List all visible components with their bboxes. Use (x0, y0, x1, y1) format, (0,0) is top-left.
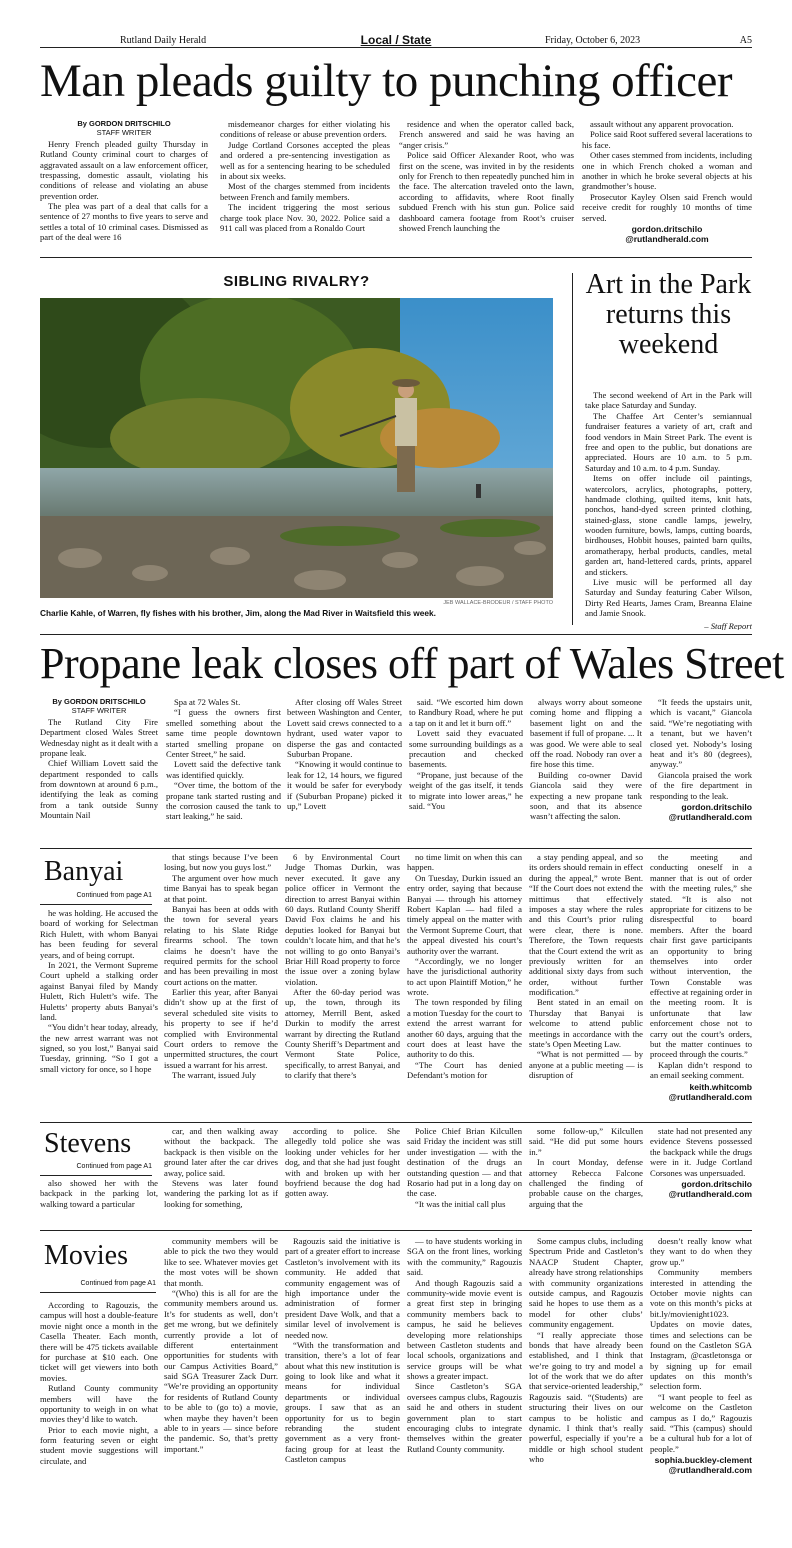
paragraph: said. “We escorted him down to Randbury Road, where he put a tap on it and let it burn off.” (409, 697, 523, 728)
jump-headline: Banyai (44, 856, 124, 887)
signoff: – Staff Report (704, 620, 752, 630)
paragraph: Giancola praised the work of the fire department in responding to the leak. (650, 769, 752, 801)
author-email: sophia.buckley-clement @rutlandherald.com (654, 1455, 752, 1476)
paragraph: Items on offer include oil paintings, watercolors, acrylics, photographs, pottery, handmade clothing, quilted items, knit hats, ponchos, hand-dyed screen printed clothing, stained-glass, stone candle lamps, jewelry, wooden furniture, bowls, lamps, cutting boards, birdhouses, Hobbit houses, painted barn quilts, aromatherapy, herbal products, candles, metal garden art, hand-lettered cards, prints, apparel and stickers. (585, 473, 752, 577)
column-text (40, 908, 158, 1074)
continued-line: Continued from page A1 (80, 1280, 156, 1287)
paragraph: community members will be able to pick the two they would like to see. Whatever movies get the most votes will be shown that month. (164, 1236, 278, 1288)
paragraph: misdemeanor charges for either violating his conditions of release or abuse prevention orders. (220, 119, 390, 140)
paragraph: doesn’t really know what they want to do when they grow up.” (650, 1236, 752, 1267)
sidebar-text (585, 390, 752, 630)
paragraph: “I guess the owners first smelled something about the same time people downtown started smelling propane on Center Street,” he said. (166, 707, 281, 759)
paragraph: car, and then walking away without the backpack. The backpack is then visible on the ground later after the car drives away, police said. (164, 1126, 278, 1178)
paragraph: “I really appreciate those bonds that have already been established, and I think that we’re going to try and model a lot of the work that we do after that service-oriented leadership,” Ragouzis said. “(Students) are structuring their lives on our campus to be holistic and dynamic. I think that’s really powerful, especially if you’re a middle or high school student who (529, 1329, 643, 1465)
photo-caption: Charlie Kahle, of Warren, fly fishes with his brother, Jim, along the Mad River in Waitsfield this week. (40, 608, 436, 618)
story-column (582, 119, 752, 279)
paragraph: residence and when the operator called back, French answered and said he was having an “anger crisis.” (399, 119, 574, 150)
paragraph: In court Monday, defense attorney Rebecca Falcone challenged the finding of probable cause on the charges, arguing that the (529, 1157, 643, 1209)
column-text (164, 852, 278, 1081)
paragraph: the meeting and conducting oneself in a manner that is out of order with the meeting rules,” she stated. “It is also not appropriate for citizens to be disrespectful to board members. After the board chair first gave participants an opportunity to bring themselves into order without intervention, the Town Constable was effective at regaining order in the meeting room. It is unfortunate that law enforcement chose not to carry out the court’s orders, but the matter continues to proceed through the courts.” (650, 852, 752, 1060)
column-text (650, 1236, 752, 1454)
author-email: gordon.dritschilo @rutlandherald.com (668, 801, 752, 823)
paragraph: Lovett said they evacuated some surrounding buildings as a precaution and checked basements. (409, 728, 523, 770)
jump-headline: Stevens (44, 1128, 132, 1159)
paragraph: a stay pending appeal, and so its orders should remain in effect during the appeal,” wrote Bent. “If the Court does not extend the mittimus that effectively imposes a stay where the rules and this Court’s prior ruling were clear, there is none. Therefore, the Town requests that the Court extend the writ as previously written for an additional sixty days from such order, without further modification.” (529, 852, 643, 998)
divider (40, 904, 152, 905)
story-column (285, 852, 400, 1120)
paragraph: In 2021, the Vermont Supreme Court upheld a stalking order against Banyai filed by Mandy Hulett, Rich Hulett’s wife. The Huletts’ property abuts Banyai’s land. (40, 959, 158, 1022)
sidebar-headline: Art in the Park returns this weekend (585, 269, 752, 360)
divider (40, 1122, 752, 1123)
divider (40, 257, 752, 258)
paragraph: Police Chief Brian Kilcullen said Friday the incident was still under investigation — with the destination of the drugs an outstanding question — and that Rosario had put in a long day on the case. (407, 1126, 522, 1199)
paragraph: Live music will be performed all day Saturday and Sunday featuring Caber Wilson, Dirty Red Hearts, James Cram, Breanna Elaine and Jamie Snook. (585, 577, 752, 619)
column-text (650, 1126, 752, 1178)
column-text (285, 1236, 400, 1465)
column-text (529, 1236, 643, 1465)
paragraph: The town responded by filing a motion Tuesday for the court to extend the arrest warrant for another 60 days, arguing that the court does at least have the authority to do this. (407, 997, 522, 1060)
column-text (40, 1300, 158, 1466)
story-column (220, 119, 390, 279)
divider (40, 1175, 152, 1176)
column-text (650, 852, 752, 1081)
paragraph: always worry about someone coming home and flipping a basement light on and the basement if full of propane. ... It was good. We were able to seal off the road. Nobody ran over a fire hose this time. (530, 697, 642, 770)
story-column (287, 697, 402, 845)
paragraph: “Accordingly, we no longer have the jurisdictional authority to act upon Plaintiff Motion,” he wrote. (407, 955, 522, 998)
story-column (407, 852, 522, 1120)
paragraph: Stevens was later found wandering the parking lot as if looking for something, (164, 1177, 278, 1209)
story-column (40, 1300, 158, 1528)
column-text (40, 139, 208, 243)
paragraph: Prior to each movie night, a form featuring seven or eight student movie suggestions will circulate, and (40, 1424, 158, 1466)
column-text (287, 697, 402, 811)
paragraph: The Rutland City Fire Department closed Wales Street Wednesday night as it dealt with a propane leak. (40, 716, 158, 758)
paragraph: The argument over how much time Banyai has to speak began at that point. (164, 872, 278, 904)
divider (572, 273, 573, 625)
column-text (530, 697, 642, 822)
divider (40, 47, 752, 48)
paragraph: Some campus clubs, including Spectrum Pride and Castleton’s NAACP Student Chapter, already have strong relationships with community organizations outside campus, and Ragouzis said he hopes to use them as a model for other clubs’ community engagement. (529, 1236, 643, 1330)
paragraph: he was holding. He accused the board of working for Selectman Rich Hulett, with whom Banyai has been feuding for several years, and of being corrupt. (40, 908, 158, 960)
story-column (529, 852, 643, 1120)
story-headline: Propane leak closes off part of Wales Street (40, 639, 784, 688)
paragraph: also showed her with the backpack in the parking lot, walking toward a particular (40, 1178, 158, 1209)
paragraph: assault without any apparent provocation. (590, 119, 734, 129)
paragraph: After the 60-day period was up, the town, through its attorney, Merrill Bent, asked Durkin to modify the arrest warrant by directing the Rutland County Sheriff’s Department and Vermont State Police, specifically, to arrest Banyai, and to clarify that there’s (285, 987, 400, 1081)
paragraph: According to Ragouzis, the campus will host a double-feature movie night once a month in the Casella Theater. Each month, there will be 475 tickets available for purchase at $10 each. One ticket will get viewers into both movies. (40, 1300, 158, 1383)
story-column (529, 1126, 643, 1226)
page-number: A5 (739, 35, 752, 46)
paragraph: The warrant, issued July (172, 1070, 257, 1081)
column-text (166, 697, 281, 822)
story-column (40, 697, 158, 845)
distant-angler (476, 484, 481, 498)
story-column (650, 1236, 752, 1528)
author-email: keith.whitcomb @rutlandherald.com (668, 1081, 752, 1102)
paragraph: The Chaffee Art Center’s semiannual fundraiser features a variety of art, craft and food vendors in Main Street Park. The event is free and open to the public, but donations are appreciated. Hours are 10 a.m. to 5 p.m. Saturday and 10 a.m. to 4 p.m. Sunday. (585, 410, 752, 473)
paragraph: Police said Root suffered several lacerations to his face. (582, 129, 752, 150)
issue-date: Friday, October 6, 2023 (545, 35, 641, 46)
divider (40, 1292, 156, 1293)
byline: By GORDON DRITSCHILO STAFF WRITER (52, 697, 146, 716)
author-email: gordon.dritschilo @rutlandherald.com (625, 223, 709, 245)
column-text (407, 1236, 522, 1454)
paragraph: The incident triggering the most serious charge took place Nov. 30, 2022. Police said a 911 call was placed from a Ronaldo Court (220, 202, 390, 233)
column-text (40, 717, 158, 821)
column-text (409, 697, 523, 811)
column-text (40, 1178, 158, 1209)
photo-credit: JEB WALLACE-BRODEUR / STAFF PHOTO (443, 600, 553, 606)
story-column (650, 852, 752, 1120)
section-name: Local / State (360, 33, 432, 47)
paragraph: “Over time, the bottom of the propane tank started rusting and the corrosion caused the tank to start leaking,” he said. (166, 780, 281, 822)
paragraph: “Propane, just because of the weight of the gas itself, it tends to migrate into lower areas,” he said. “You (409, 769, 523, 811)
story-column (407, 1236, 522, 1528)
paragraph: Spa at 72 Wales St. (174, 697, 241, 707)
divider (40, 848, 752, 849)
column-text (650, 697, 752, 801)
column-text (164, 1236, 278, 1454)
paragraph: Banyai has been at odds with the town for several years relating to his Slate Ridge firearms school. The town claims he doesn’t have the required permits for the school and has been prevailing in most court actions on the matter. (164, 903, 278, 987)
paragraph: “It feeds the upstairs unit, which is vacant,” Giancola said. “We’re negotiating with a tenant, but we haven’t closed yet. Nobody’s losing heat and it’s 80 (degrees), anyway.” (650, 697, 752, 770)
paragraph: Most of the charges stemmed from incidents between French and family members. (220, 181, 390, 202)
paragraph: The second weekend of Art in the Park will take place Saturday and Sunday. (585, 390, 752, 411)
paragraph: “The Court has denied Defendant’s motion for (407, 1059, 522, 1081)
story-column (164, 852, 278, 1120)
story-column (529, 1236, 643, 1528)
paragraph: “With the transformation and transition, there’s a lot of fear about what this new institution is going to look like and what it means for individual departments or individual groups. I saw that as an opportunity for us to begin rebranding the student government as a very front-facing group for at least the Castleton campus (285, 1339, 400, 1465)
divider (40, 1230, 752, 1231)
jump-headline: Movies (44, 1240, 128, 1271)
story-column (40, 1178, 158, 1226)
photo-kicker: SIBLING RIVALRY? (223, 273, 370, 290)
author-email: gordon.dritschilo @rutlandherald.com (668, 1178, 752, 1200)
column-text (285, 852, 400, 1081)
paragraph: Ragouzis said the initiative is part of a greater effort to increase Castleton’s involvement with its community. He added that community engagement was of high importance under the administration of former president Dave Wolk, and that a similar level of involvement is needed now. (285, 1236, 400, 1340)
paper-name: Rutland Daily Herald (120, 35, 207, 46)
column-text (585, 390, 752, 619)
paragraph: Lovett said the defective tank was identified quickly. (166, 759, 281, 780)
paragraph: “Knowing it would continue to leak for 12, 14 hours, we figured it would be safer for everybody if (Suburban Propane) picked it up,” Lovett (287, 759, 402, 811)
story-column (166, 697, 281, 845)
paragraph: “What is not permitted — by anyone at a public meeting — is disruption of (529, 1049, 643, 1081)
paragraph: state had not presented any evidence Stevens possessed the backpack while the drugs were in it. Judge Cortland Corsones was unpersuaded. (650, 1126, 752, 1178)
paragraph: Police said Officer Alexander Root, who was first on the scene, was invited in by the residents only for French to then repeatedly punched him in the face. The altercation traveled onto the lawn, according to affidavits, where Root finally subdued French with his stun gun. Police said dashboard camera footage from Root’s cruiser showed French launching the (399, 150, 574, 233)
paragraph: “You didn’t hear today, already, the new arrest warrant was not signed, so you lost,” Banyai said Tuesday, grinning. “So I got a small victory for once, so I hope (40, 1022, 158, 1074)
paragraph: Rutland County community members will have the opportunity to weigh in on what movies they’d like to watch. (40, 1383, 158, 1425)
paragraph: Since Castleton’s SGA oversees campus clubs, Ragouzis said he and others in student government plan to start encouraging clubs to integrate themselves within the greater Rutland County community. (407, 1381, 522, 1454)
column-text (529, 852, 643, 1081)
story-column (530, 697, 642, 845)
column-text (582, 119, 752, 223)
column-text (399, 119, 574, 233)
paragraph: according to police. She allegedly told police she was looking under vehicles for her dog, and that she had just fought with and broken up with her boyfriend because the dog had gotten away. (285, 1126, 400, 1199)
paragraph: Building co-owner David Giancola said they were expecting a new propane tank soon, and that its absence wasn’t affecting the salon. (530, 769, 642, 822)
newspaper-page (40, 30, 784, 1530)
story-column (285, 1126, 400, 1226)
story-headline: Man pleads guilty to punching officer (40, 55, 733, 107)
paragraph: Bent stated in an email on Thursday that Banyai is welcome to attend public meetings in accordance with the state’s Open Meeting Law. (529, 997, 643, 1050)
paragraph: Judge Cortland Corsones accepted the pleas and ordered a pre-sentencing investigation as well as for a sentencing hearing to be scheduled in about six weeks. (220, 139, 390, 181)
paragraph: Prosecutor Kayley Olsen said French would receive credit for roughly 10 months of time served. (582, 191, 752, 223)
paragraph: On Tuesday, Durkin issued an entry order, saying that because Banyai — through his attorney Robert Kaplan — had filed a timely appeal on the matter with the Vermont Supreme Court, that the appeal divested his court’s authority over the warrant. (407, 872, 522, 956)
story-column (40, 908, 158, 1120)
column-text (164, 1126, 278, 1209)
paragraph: Chief William Lovett said the department responded to calls from downtown at around 6 p.m., identifying the leak as coming from a tank outside Sunny Mountain Nail (40, 758, 158, 821)
paragraph: Henry French pleaded guilty Thursday in Rutland County criminal court to charges of aggravated assault on a law enforcement officer, trespassing, domestic assault, violating his conditions of release and violating an abuse prevention order. (40, 138, 208, 201)
paragraph: 6 by Environmental Court Judge Thomas Durkin, was never executed. It gave any police officer in Vermont the direction to arrest Banyai within 60 days. Rutland County Sheriff David Fox claims he and his deputies looked for Banyai but couldn’t locate him, and that he’s not willing to go onto Banyai’s Briar Hill Road property to force the issue over a zoning bylaw violation. (285, 852, 400, 987)
running-head (40, 30, 752, 48)
paragraph: After closing off Wales Street between Washington and Center, Lovett said crews connected to a hydrant, used water vapor to disperse the gas and contacted Suburban Propane. (287, 697, 402, 759)
column-text (529, 1126, 643, 1209)
paragraph: The plea was part of a deal that calls for a sentence of 27 months to five years to serve and settles a total of 10 criminal cases. Dismissed as part of the deal were 16 (40, 201, 208, 243)
paragraph: “It was the initial call plus (415, 1198, 506, 1209)
story-column (164, 1236, 278, 1528)
story-column (407, 1126, 522, 1226)
column-text (407, 852, 522, 1081)
paragraph: Other cases stemmed from incidents, including one in which French choked a woman and another in which he broke several objects at his grandmother’s house. (582, 150, 752, 192)
story-column (409, 697, 523, 845)
paragraph: And though Ragouzis said a community-wide movie event is a great first step in bringing community members back to campus, he said he believes developing more relationships between Castleton students and local schools, organizations and service groups will be what shows a greater impact. (407, 1277, 522, 1382)
column-text (220, 119, 390, 233)
paragraph: “I want people to feel as welcome on the Castleton campus as I do,” Ragouzis said. “This (campus) should be a cultural hub for a lot of people.” (650, 1391, 752, 1454)
paragraph: — to have students working in SGA on the front lines, working with the community,” Ragouzis said. (407, 1236, 522, 1278)
continued-line: Continued from page A1 (76, 892, 152, 899)
paragraph: that stings because I’ve been losing, but now you guys lost.” (164, 852, 278, 873)
story-column (650, 697, 752, 845)
story-column (40, 119, 208, 279)
paragraph: some follow-up,” Kilcullen said. “He did put some hours in.” (529, 1126, 643, 1157)
story-column (164, 1126, 278, 1226)
byline: By GORDON DRITSCHILO STAFF WRITER (77, 119, 171, 138)
paragraph: Community members interested in attending the October movie nights can vote on this month’s picks at bit.ly/movienight1023. Updates on movie dates, times and selections can be found on the Castleton SGA Instagram, @castletonsga or by signing up for email updates on this month’s selection form. (650, 1267, 752, 1392)
paragraph: no time limit on when this can happen. (407, 852, 522, 873)
paragraph: Earlier this year, after Banyai didn’t show up at the first of several scheduled site visits to his property to see if he’d complied with Environmental Court orders to remove the unpermitted structures, the court issued a warrant for his arrest. (164, 987, 278, 1070)
paragraph: “(Who) this is all for are the community members around us. It’s for students as well, don’t get me wrong, but we definitely currently provide a lot of different entertainment opportunities for students with our Campus Activities Board,” said SGA Treasurer Zack Durr. “We’re providing an opportunity for residents of Rutland County to be able to (go to) a movie, when maybe they haven’t been able to in years — since before the pandemic. So, that’s pretty important.” (164, 1287, 278, 1454)
story-column (285, 1236, 400, 1528)
story-column (650, 1126, 752, 1226)
column-text (285, 1126, 400, 1199)
divider (40, 634, 752, 635)
story-column (399, 119, 574, 279)
river-fishing-photo (40, 298, 553, 598)
column-text (407, 1126, 522, 1209)
continued-line: Continued from page A1 (76, 1163, 152, 1170)
paragraph: Kaplan didn’t respond to an email seeking comment. (650, 1059, 752, 1081)
photo-illustration (40, 298, 553, 598)
